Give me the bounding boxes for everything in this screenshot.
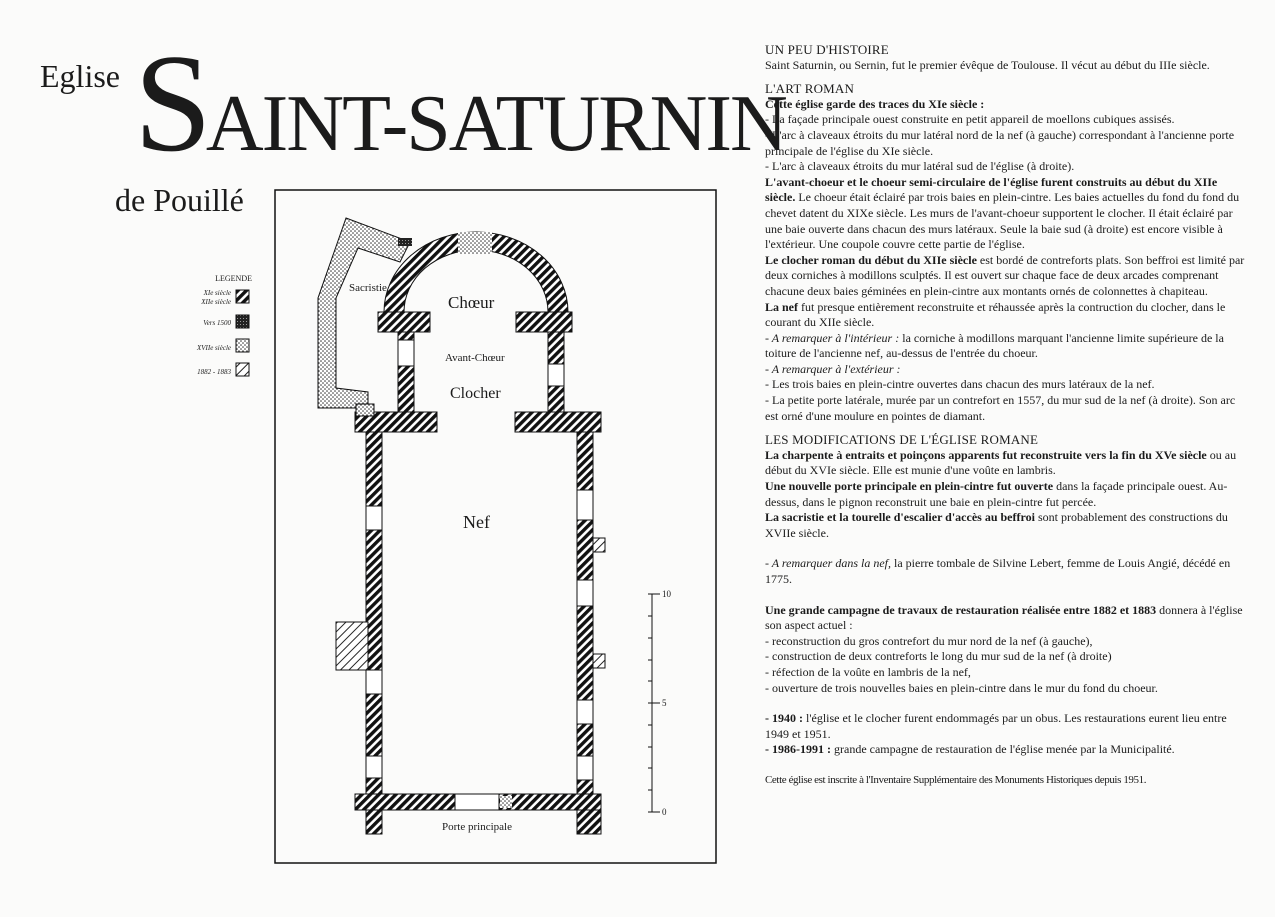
section-xie-item-1: - La façade principale ouest construite en petit appareil de moellons cubiques assisés. bbox=[765, 112, 1175, 127]
scale-tick-0: 0 bbox=[662, 807, 667, 817]
remark-interieur-text: la corniche à modillons marquant l'ancienne limite supérieure de la toiture de l'ancienne nef, au-dessus de l'entrée du choeur. bbox=[765, 330, 1224, 361]
choir-pier-right bbox=[516, 312, 572, 332]
nave-window-s3 bbox=[577, 700, 593, 724]
remark-interieur-label: - A remarquer à l'intérieur : bbox=[765, 330, 900, 345]
label-avant-choeur: Avant-Chœur bbox=[445, 352, 505, 364]
mod-sacristie-bold: La sacristie et la tourelle d'escalier d'accès au beffroi bbox=[765, 510, 1035, 525]
label-sacristie: Sacristie bbox=[349, 282, 387, 294]
restoration-intro-text: donnera à l'église son aspect actuel : bbox=[765, 602, 1243, 633]
restoration-item-1: - reconstruction du gros contrefort du mur nord de la nef (à gauche), bbox=[765, 633, 1093, 648]
label-porte: Porte principale bbox=[442, 821, 512, 833]
remark-exterieur-item-1: - Les trois baies en plein-cintre ouvertes dans chacun des murs latéraux de la nef. bbox=[765, 377, 1155, 392]
nave-window-n3 bbox=[366, 756, 382, 778]
section-clocher-text: est bordé de contreforts plats. Son beffroi est limité par deux corniches à modillons sculptés. Il est ouvert sur chaque face de deux arcades comprenant chacune deux baies géminées en plein-cintre aux montants ornés de colonnettes à chapiteau. bbox=[765, 252, 1245, 298]
label-nef: Nef bbox=[463, 512, 490, 532]
mod-porte-text: dans la façade principale ouest. Au-dessus, dans le pignon reconstruit une baie en plein-cintre fut percée. bbox=[765, 479, 1228, 509]
mod-remark-nef-label: - A remarquer dans la nef, bbox=[765, 556, 891, 571]
avant-choeur-window-right bbox=[548, 364, 564, 386]
restoration-item-4: - ouverture de trois nouvelles baies en plein-cintre dans le mur du fond du choeur. bbox=[765, 680, 1158, 695]
date-1940-label: - 1940 : bbox=[765, 711, 803, 726]
buttress-south-2 bbox=[593, 654, 605, 668]
legend-label-4: 1882 - 1883 bbox=[197, 368, 231, 376]
stair-turret bbox=[356, 404, 374, 416]
section-nef-bold: La nef bbox=[765, 299, 798, 314]
scale-bar bbox=[648, 589, 672, 817]
section-choeur-text: Le choeur était éclairé par trois baies en plein-cintre. Les baies actuelles du fond du fond du chevet datent du XIXe siècle. Les murs de l'avant-choeur supportent le clocher. Il était éclairé par une baie ouverte dans chacun des murs latéraux. Seule la baie sud (à droite) est encore visible à l'extérieur. Une coupole couvre cette partie de l'église. bbox=[765, 190, 1240, 252]
legend-heading: LEGENDE bbox=[215, 274, 252, 283]
restoration-item-3: - réfection de la voûte en lambris de la nef, bbox=[765, 664, 971, 679]
title-initial: S bbox=[134, 26, 206, 181]
sacristy-opening bbox=[398, 238, 412, 246]
section-xie-heading: Cette église garde des traces du XIe siècle : bbox=[765, 96, 985, 111]
nave-window-n1 bbox=[366, 506, 382, 530]
heading-histoire: UN PEU D'HISTOIRE bbox=[765, 42, 889, 57]
footer-inscription: Cette église est inscrite à l'Inventaire Supplémentaire des Monuments Historiques depuis 1951. bbox=[765, 773, 1147, 786]
mod-porte-bold: Une nouvelle porte principale en plein-cintre fut ouverte bbox=[765, 479, 1054, 494]
avant-choeur-window-left bbox=[398, 340, 414, 366]
legend-label-2: Vers 1500 bbox=[203, 319, 231, 327]
date-1940-text: l'église et le clocher furent endommagés par un obus. Les restaurations eurent lieu entre 1949 et 1951. bbox=[765, 711, 1227, 741]
remark-exterieur-label: - A remarquer à l'extérieur : bbox=[765, 361, 901, 376]
nave-top-wall-right bbox=[515, 412, 601, 432]
legend-label-3: XVIIe siècle bbox=[196, 344, 231, 352]
title-rest: AINT-SATURNIN bbox=[205, 80, 786, 168]
date-1986 bbox=[765, 742, 1245, 758]
door-jamb bbox=[500, 796, 512, 808]
facade-pier-left bbox=[366, 810, 382, 834]
section-choeur bbox=[765, 175, 1245, 253]
text-column bbox=[765, 42, 1245, 789]
scale-tick-10: 10 bbox=[662, 589, 671, 599]
date-1986-text: grande campagne de restauration de l'église menée par la Municipalité. bbox=[831, 742, 1175, 757]
buttress-north bbox=[336, 622, 368, 670]
nave-wall-south bbox=[577, 432, 593, 794]
mod-sacristie bbox=[765, 510, 1245, 541]
mod-sacristie-text: sont probablement des constructions du XVIIe siècle. bbox=[765, 510, 1228, 540]
choir-pier-left bbox=[378, 312, 430, 332]
legend-label-1b: XIIe siècle bbox=[201, 298, 231, 306]
section-xie-item-2: - L'arc à claveaux étroits du mur latéral nord de la nef (à gauche) correspondant à l'ancienne porte principale de l'église du XIe siècle. bbox=[765, 127, 1235, 158]
scale-tick-5: 5 bbox=[662, 698, 667, 708]
facade-pier-right bbox=[577, 810, 601, 834]
restoration-intro-bold: Une grande campagne de travaux de restauration réalisée entre 1882 et 1883 bbox=[765, 602, 1157, 617]
mod-remark-nef-text: la pierre tombale de Silvine Lebert, femme de Louis Angié, décédé en 1775. bbox=[765, 556, 1231, 586]
mod-charpente bbox=[765, 448, 1245, 479]
section-nef-text: fut presque entièrement reconstruite et réhaussée après la contruction du clocher, dans le courant du XIIe siècle. bbox=[765, 299, 1226, 330]
date-1986-label: - 1986-1991 : bbox=[765, 742, 831, 757]
main-door bbox=[455, 794, 499, 810]
remark-interieur bbox=[765, 331, 1245, 362]
restoration-intro bbox=[765, 603, 1245, 634]
mod-porte bbox=[765, 479, 1245, 510]
date-1940 bbox=[765, 711, 1245, 742]
legend-swatch-1 bbox=[236, 290, 249, 303]
nave-window-s1 bbox=[577, 490, 593, 520]
section-choeur-bold: L'avant-choeur et le choeur semi-circulaire de l'église furent construits au début du XIIe siècle. bbox=[765, 174, 1218, 205]
nave-window-s4 bbox=[577, 756, 593, 780]
label-clocher: Clocher bbox=[450, 385, 501, 402]
plan-frame bbox=[275, 190, 716, 863]
buttress-south-1 bbox=[593, 538, 605, 552]
section-nef bbox=[765, 300, 1245, 331]
para-histoire: Saint Saturnin, ou Sernin, fut le premier évêque de Toulouse. Il vécut au début du IIIe siècle. bbox=[765, 57, 1210, 72]
title-suffix: de Pouillé bbox=[115, 182, 244, 218]
mod-remark-nef bbox=[765, 556, 1245, 587]
legend-swatch-3 bbox=[236, 339, 249, 352]
heading-modifications: LES MODIFICATIONS DE L'ÉGLISE ROMANE bbox=[765, 432, 1039, 448]
section-clocher bbox=[765, 253, 1245, 300]
nave-window-n2 bbox=[366, 670, 382, 694]
nave-wall-north bbox=[366, 432, 382, 794]
section-xie-item-3: - L'arc à claveaux étroits du mur latéral sud de l'église (à droite). bbox=[765, 159, 1075, 174]
choir-window bbox=[458, 232, 492, 254]
legend-swatch-4 bbox=[236, 363, 249, 376]
legend bbox=[196, 274, 252, 376]
label-choeur: Chœur bbox=[448, 293, 495, 312]
remark-exterieur-item-2: - La petite porte latérale, murée par un contrefort en 1557, du mur sud de la nef (à droite). Son arc est orné d'une moulure en pointes de diamant. bbox=[765, 393, 1236, 423]
legend-label-1a: XIe siècle bbox=[203, 289, 231, 297]
mod-charpente-text: ou au début du XVIe siècle. Elle est munie d'une voûte en lambris. bbox=[765, 447, 1237, 478]
restoration-item-2: - construction de deux contreforts le long du mur sud de la nef (à droite) bbox=[765, 649, 1112, 664]
heading-art-roman: L'ART ROMAN bbox=[765, 81, 855, 97]
legend-swatch-2 bbox=[236, 315, 249, 328]
mod-charpente-bold: La charpente à entraits et poinçons apparents fut reconstruite vers la fin du XVe siècle bbox=[765, 447, 1207, 462]
title-prefix: Eglise bbox=[40, 58, 120, 94]
nave-window-s2 bbox=[577, 580, 593, 606]
section-clocher-bold: Le clocher roman du début du XIIe siècle bbox=[765, 252, 977, 267]
